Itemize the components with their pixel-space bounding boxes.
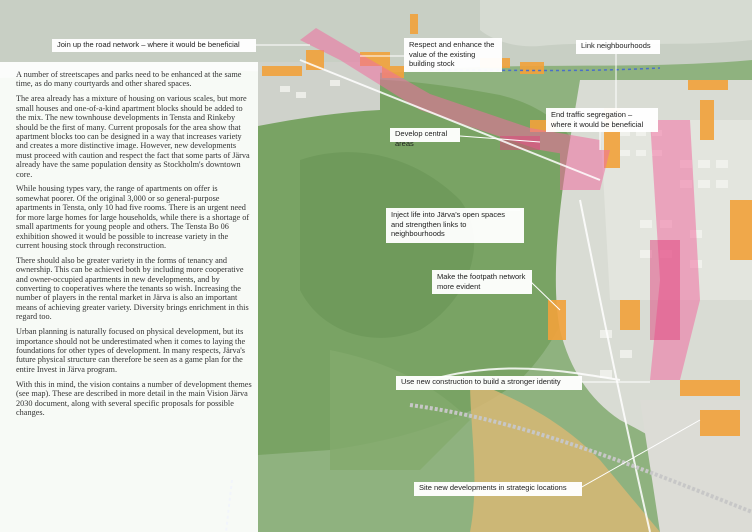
map-label-traffic-segregation: End traffic segregation – where it would be beneficial (546, 108, 658, 132)
body-text-panel (0, 62, 258, 532)
map-label-central-areas: Develop central areas (390, 128, 460, 142)
body-paragraph: Urban planning is naturally focused on physical development, but its importance should not be underestimated when it comes to laying the foundations for other types of development. In many respects, Järva's future physical structure can therefore be seen as a game plan for the entire Invest in Järva program. (16, 327, 246, 374)
map-label-footpath: Make the footpath network more evident (432, 270, 532, 294)
map-label-road-network: Join up the road network – where it would be beneficial (52, 39, 256, 52)
body-paragraph: There should also be greater variety in the forms of tenancy and ownership. This can be achieved both by including more cooperative and owner-occupied apartments in new developments, and by converting to cooperatives where the tenants so wish. Increasing the number of players in the rental market in Järva is also an important means of achieving greater variety. Diversity brings enrichment in this regard too. (16, 255, 249, 322)
map-label-site-developments: Site new developments in strategic locations (414, 482, 582, 496)
map-label-respect-stock: Respect and enhance the value of the existing building stock (404, 38, 502, 72)
map-label-open-spaces: Inject life into Järva's open spaces and strengthen links to neighbourhoods (386, 208, 524, 243)
map-label-new-construction: Use new construction to build a stronger identity (396, 376, 582, 390)
body-paragraph: The area already has a mixture of housing on various scales, but more small houses and one-of-a-kind apartment blocks should be added to the mix. The new townhouse developments in Tensta and Rinkeby should be the first of many. Current proposals for the area show that apartment blocks too can be designed in a way that increases variety and creates a more distinctive image. However, new developments must proceed with caution and respect the fact that some parts of Järva already have the same population density as Stockholm's downtown core. (16, 94, 250, 179)
body-paragraph: With this in mind, the vision contains a number of development themes (see map). These are described in more detail in the main Vision Järva 2030 document, along with several specific proposals for possible changes. (16, 379, 252, 417)
body-paragraph: A number of streetscapes and parks need to be enhanced at the same time, as do many courtyards and other shared spaces. (16, 70, 242, 89)
body-paragraph: While housing types vary, the range of apartments on offer is somewhat poorer. Of the original 3,000 or so general-purpose apartments in Tensta, only 10 had five rooms. There is an urgent need for more large homes for large households, while there is a shortage of small apartments for young people and others. The Tensta Bo 06 exhibition showed it would be possible to increase variety in the current housing stock through reconstruction. (16, 184, 250, 250)
map-label-link-neighbourhoods: Link neighbourhoods (576, 40, 660, 54)
